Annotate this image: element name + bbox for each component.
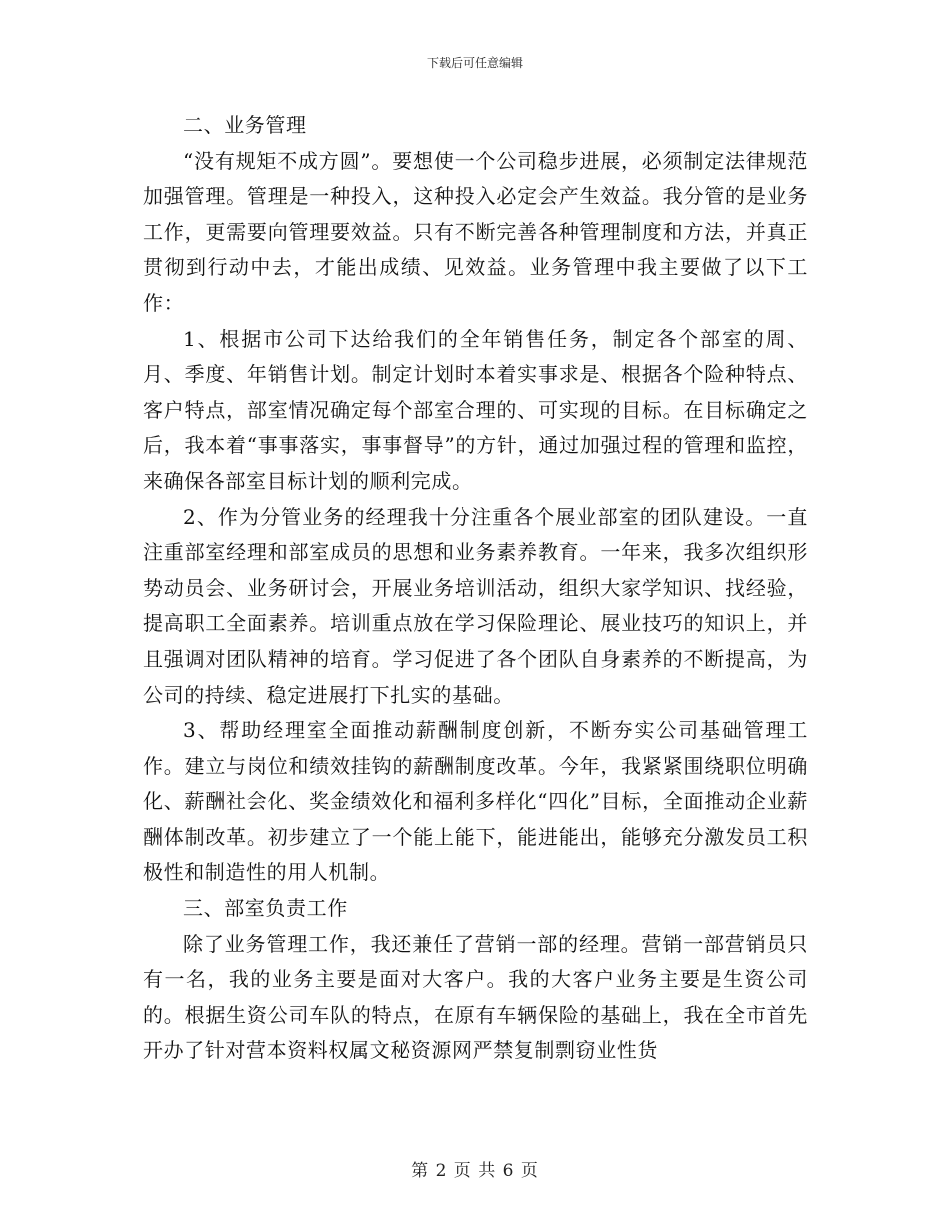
section-heading-department-work: 三、部室负责工作	[183, 896, 348, 921]
section-heading-business-management: 二、业务管理	[183, 113, 307, 137]
header-note: 下载后可任意编辑	[426, 56, 523, 70]
document-body	[143, 108, 808, 1069]
paragraph-item-2: 2、作为分管业务的经理我十分注重各个展业部室的团队建设。一直注重部室经理和部室成员的思想和业务素养教育。一年来，我多次组织形势动员会、业务研讨会，开展业务培训活动，组织大家学知识、找经验，提高职工全面素养。培训重点放在学习保险理论、展业技巧的知识上，并且强调对团队精神的培育。学习促进了各个团队自身素养的不断提高，为公司的持续、稳定进展打下扎实的基础。	[143, 504, 808, 707]
paragraph-item-3: 3、帮助经理室全面推动薪酬制度创新，不断夯实公司基础管理工作。建立与岗位和绩效挂钩的薪酬制度改革。今年，我紧紧围绕职位明确化、薪酬社会化、奖金绩效化和福利多样化“四化”目标，全面推动企业薪酬体制改革。初步建立了一个能上能下，能进能出，能够充分激发员工积极性和制造性的用人机制。	[143, 718, 808, 885]
page-number-footer: 第 2 页 共 6 页	[411, 1161, 539, 1181]
paragraph-department-work: 除了业务管理工作，我还兼任了营销一部的经理。营销一部营销员只有一名，我的业务主要是面对大客户。我的大客户业务主要是生资公司的。根据生资公司车队的特点，在原有车辆保险的基础上，我在全市首先开办了针对营本资料权属文秘资源网严禁复制剽窃业性货	[143, 931, 808, 1063]
paragraph-intro: “没有规矩不成方圆”。要想使一个公司稳步进展，必须制定法律规范加强管理。管理是一种投入，这种投入必定会产生效益。我分管的是业务工作，更需要向管理要效益。只有不断完善各种管理制度和方法，并真正贯彻到行动中去，才能出成绩、见效益。业务管理中我主要做了以下工作：	[143, 148, 808, 315]
paragraph-item-1: 1、根据市公司下达给我们的全年销售任务，制定各个部室的周、月、季度、年销售计划。制定计划时本着实事求是、根据各个险种特点、客户特点，部室情况确定每个部室合理的、可实现的目标。在目标确定之后，我本着“事事落实，事事督导”的方针，通过加强过程的管理和监控，来确保各部室目标计划的顺利完成。	[143, 326, 808, 493]
